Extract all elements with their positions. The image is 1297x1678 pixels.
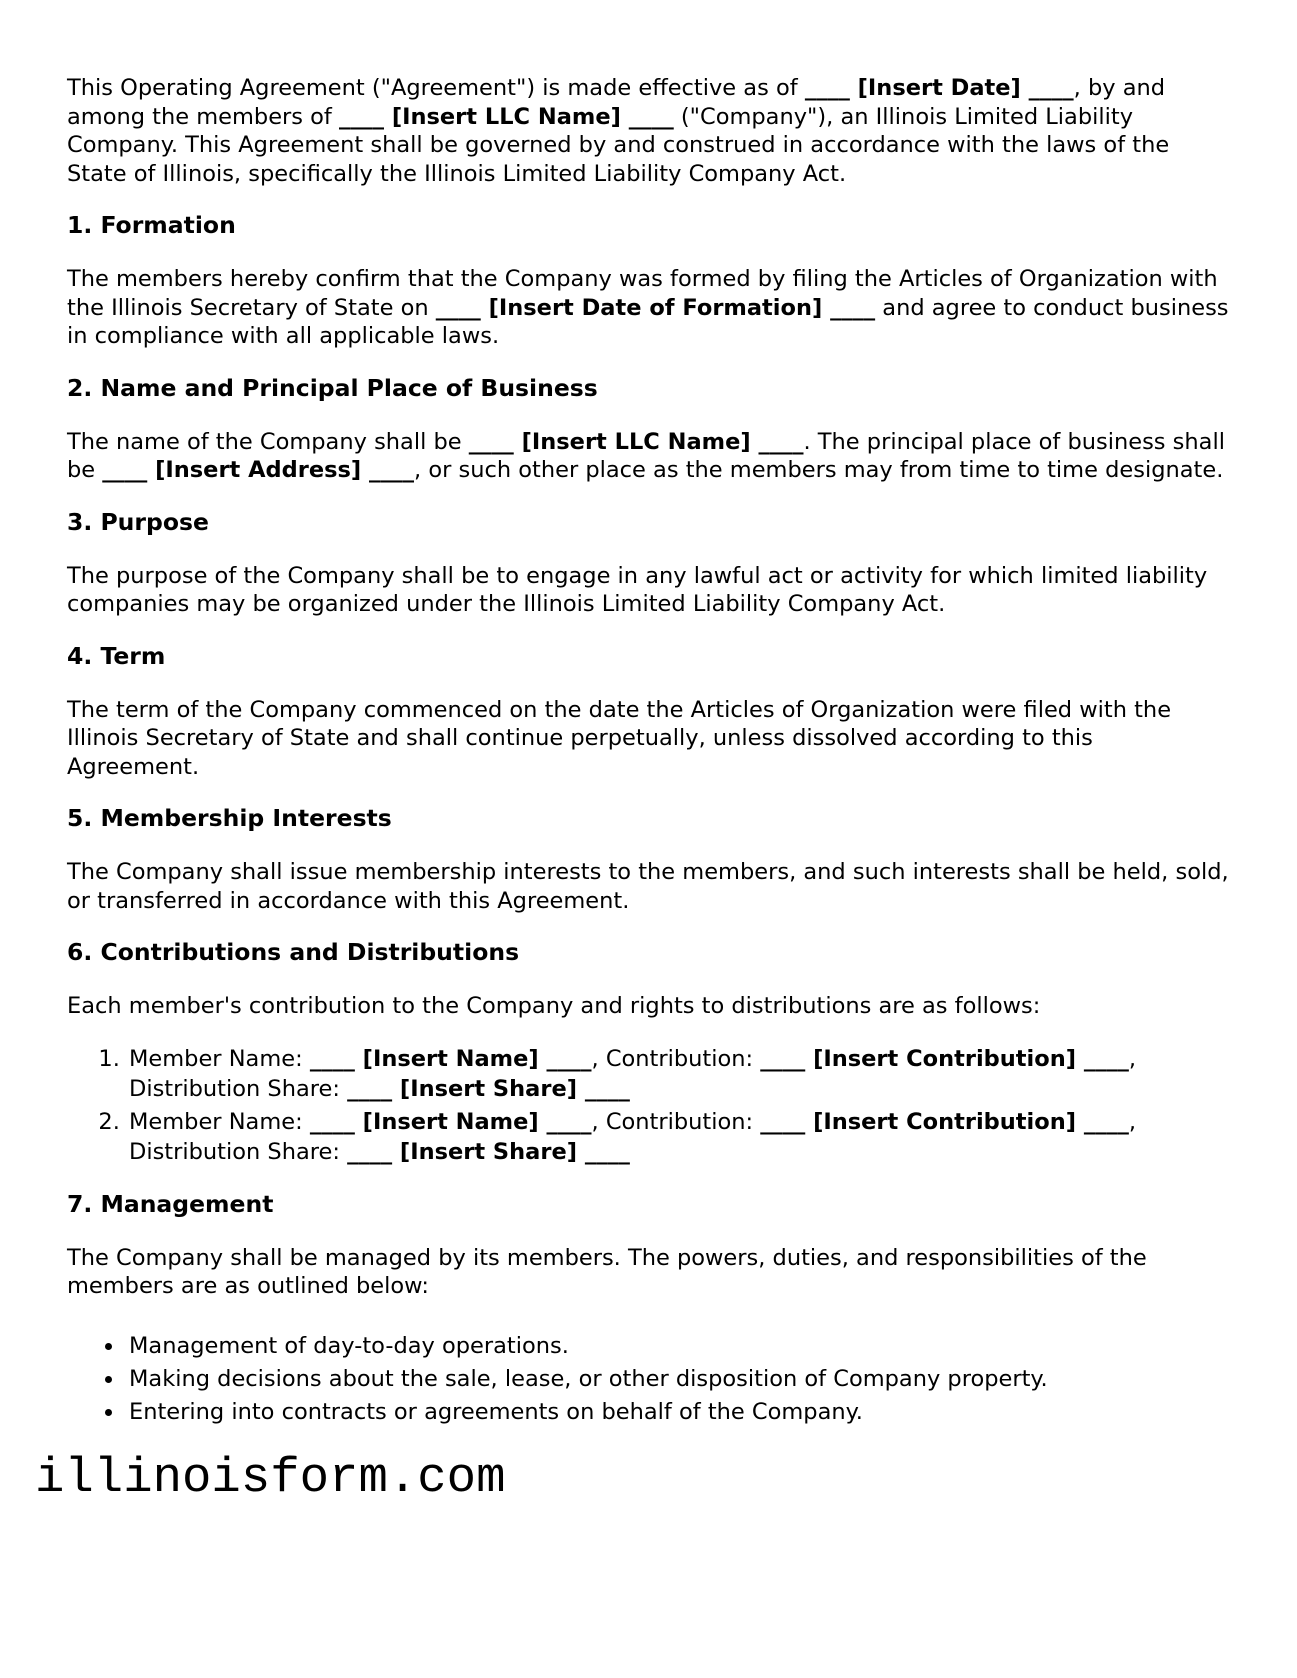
heading-name-and-principal-place: 2. Name and Principal Place of Business	[67, 373, 598, 402]
heading-membership-interests: 5. Membership Interests	[67, 804, 392, 832]
heading-purpose: 3. Purpose	[67, 507, 209, 536]
intro-paragraph: This Operating Agreement ("Agreement") is made effective as of ____ [Insert Date] ____, by and among the members of ____ [Insert LLC Name] ____ ("Company"), an Illinois Limited Liability Company. This Agreement shall be governed by and construed in accordance with the laws of the State of Illinois, specifically the Illinois Limited Liability Company Act.	[67, 75, 1170, 187]
purpose-paragraph: The purpose of the Company shall be to engage in any lawful act or activity for which limited liability companies may be organized under the Illinois Limited Liability Company Act.	[67, 562, 1208, 617]
formation-paragraph: The members hereby confirm that the Company was formed by filing the Articles of Organization with the Illinois Secretary of State on ____ [Insert Date of Formation] ____ and agree to conduct business in compliance with all applicable laws.	[67, 266, 1229, 349]
duty-item: • Management of day-to-day operations.	[125, 1331, 1231, 1361]
duty-item: • Making decisions about the sale, lease, or other disposition of Company property.	[125, 1364, 1231, 1394]
management-paragraph: The Company shall be managed by its members. The powers, duties, and responsibilities of the members are as outlined below:	[67, 1244, 1147, 1299]
heading-formation: 1. Formation	[67, 211, 236, 239]
heading-contributions-distributions: 6. Contributions and Distributions	[67, 938, 520, 966]
watermark-illinoisform: illinoisform.com	[35, 1449, 506, 1506]
contributions-distributions-paragraph: Each member's contribution to the Company and rights to distributions are as follows:	[67, 993, 1041, 1019]
heading-term: 4. Term	[67, 641, 166, 670]
management-duties-list	[67, 1331, 1231, 1427]
term-paragraph: The term of the Company commenced on the date the Articles of Organization were filed with the Illinois Secretary of State and shall continue perpetually, unless dissolved according to this Agreement.	[67, 696, 1172, 780]
membership-interests-paragraph: The Company shall issue membership interests to the members, and such interests shall be held, sold, or transferred in accordance with this Agreement.	[67, 859, 1229, 914]
member-entry: 1. Member Name: ____ [Insert Name] ____, Contribution: ____ [Insert Contribution] ____, Distribution Share: ____ [Insert Share] ____	[127, 1044, 1231, 1104]
duty-item: • Entering into contracts or agreements on behalf of the Company.	[125, 1397, 1231, 1427]
member-entry: 2. Member Name: ____ [Insert Name] ____, Contribution: ____ [Insert Contribution] ____, Distribution Share: ____ [Insert Share] ____	[127, 1107, 1231, 1167]
heading-management: 7. Management	[67, 1189, 274, 1218]
member-contribution-list	[67, 1044, 1231, 1167]
name-and-principal-place-paragraph: The name of the Company shall be ____ [Insert LLC Name] ____. The principal place of business shall be ____ [Insert Address] ____, or such other place as the members may from time to time designate.	[67, 428, 1225, 483]
